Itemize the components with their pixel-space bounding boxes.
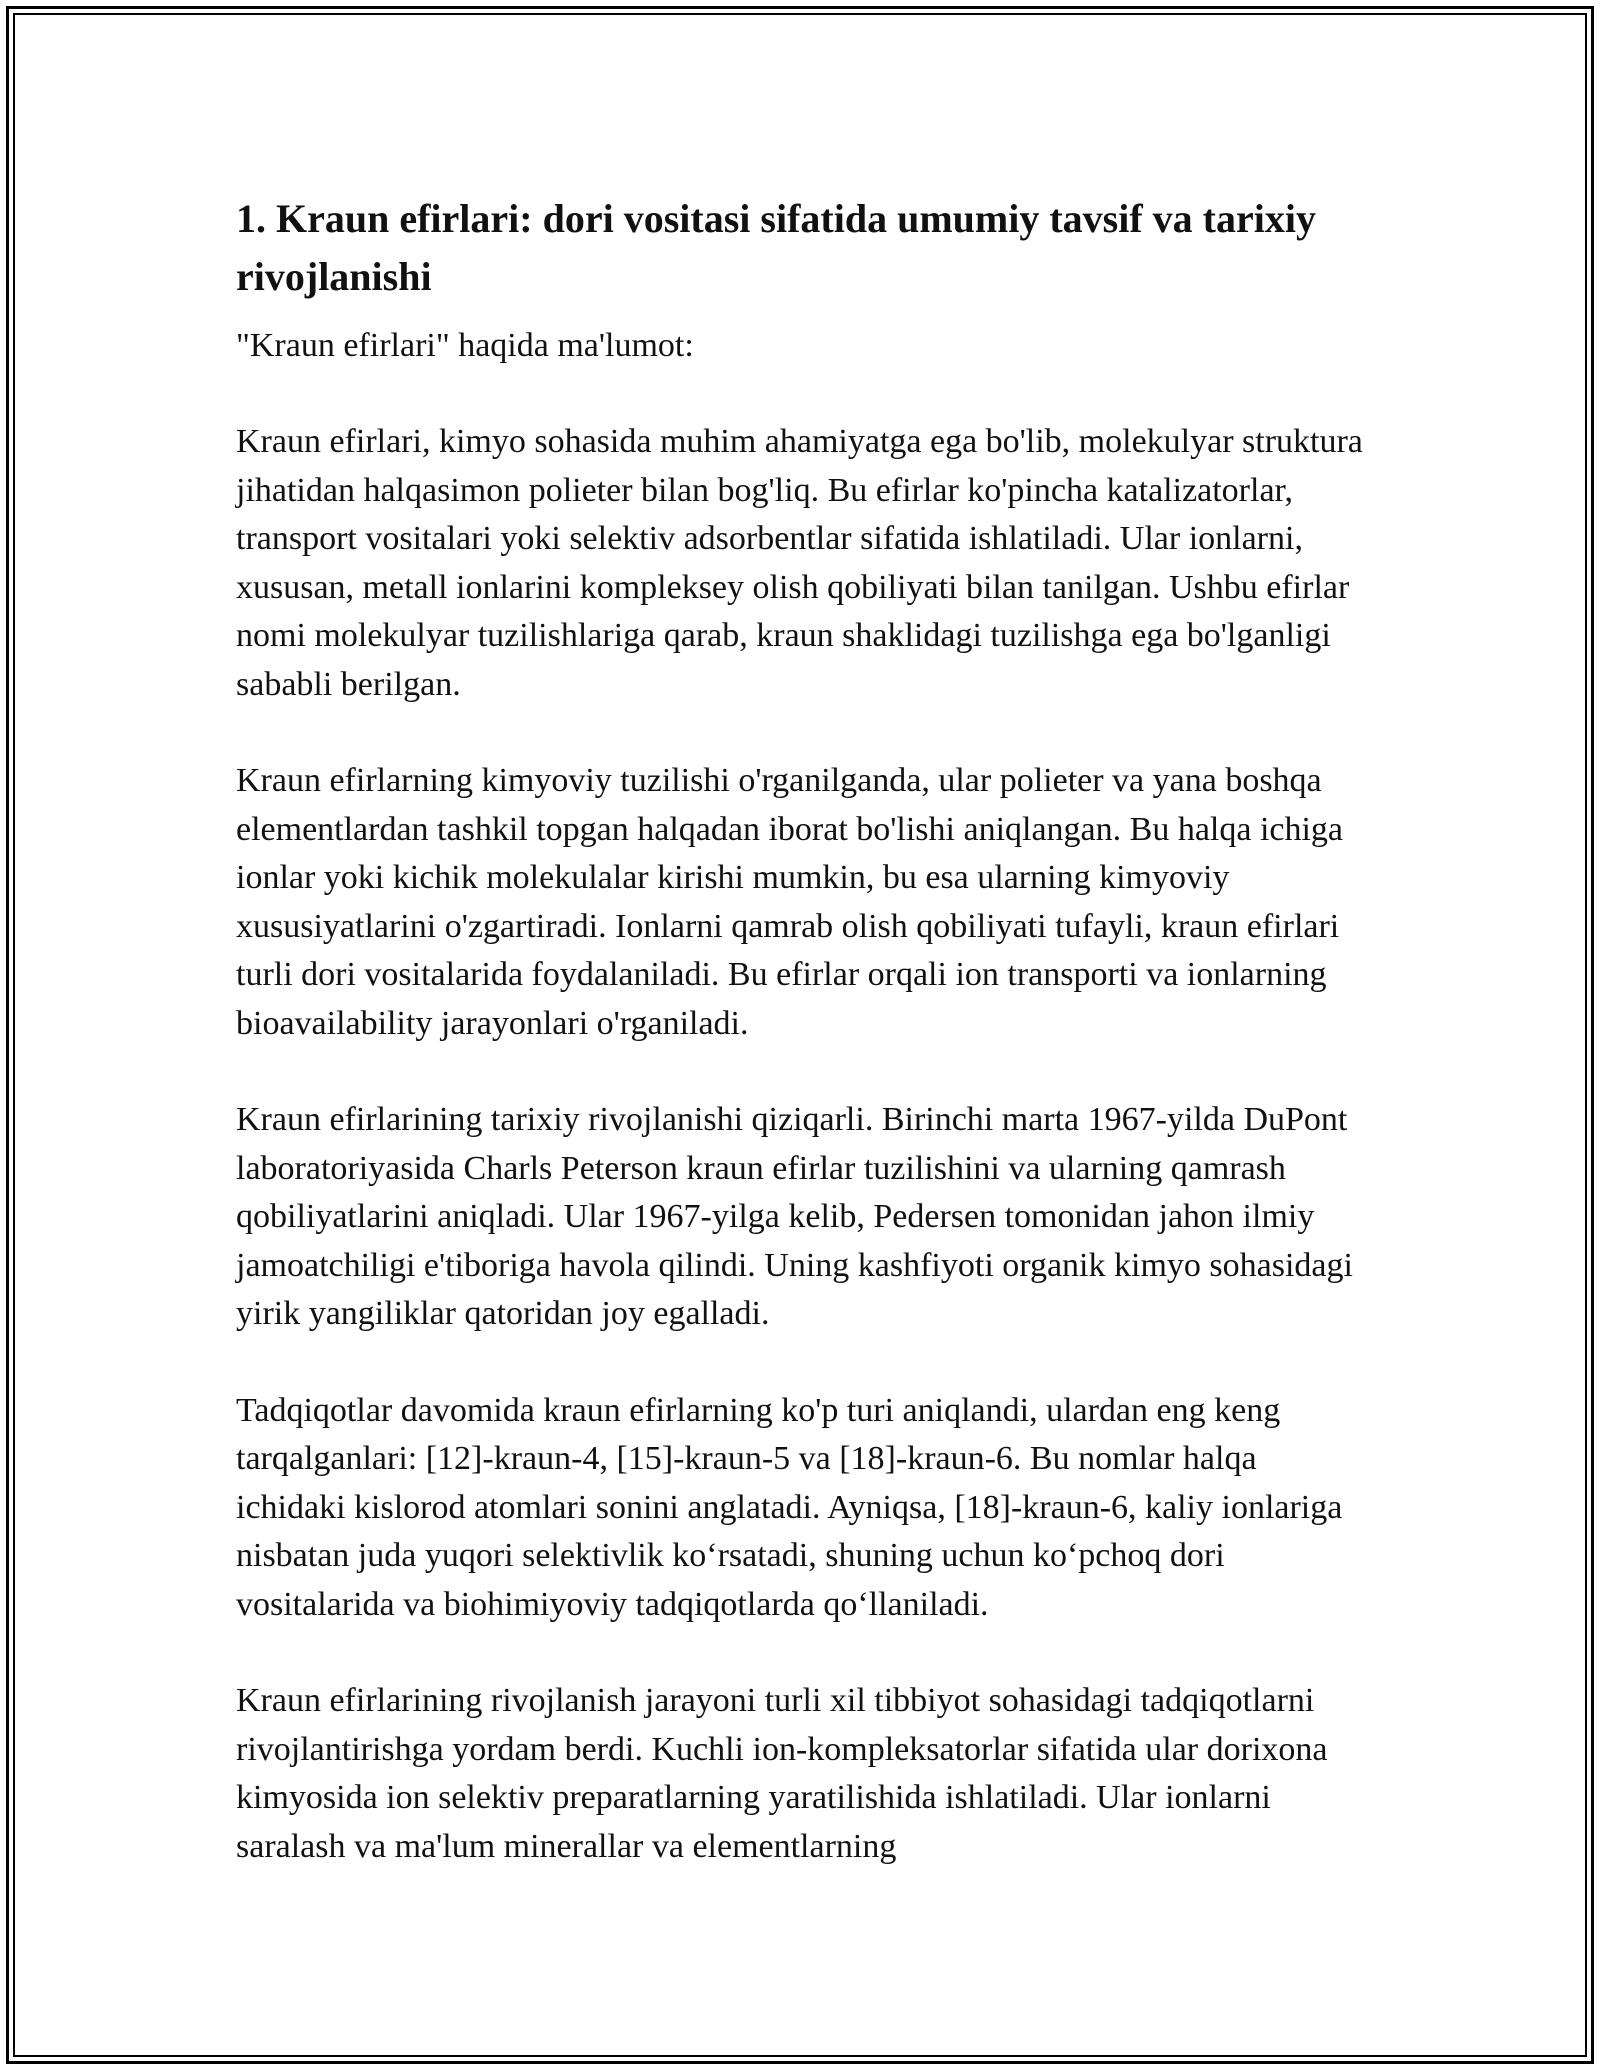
paragraph-5: Kraun efirlarining rivojlanish jarayoni turli xil tibbiyot sohasidagi tadqiqotlarni rivojlantirishga yordam berdi. Kuchli ion-kompleksatorlar sifatida ular dorixona kimyosida ion selektiv preparatlarning yaratilishida ishlatiladi. Ular ionlarni saralash va ma'lum minerallar va elementlarning bbox=[236, 1682, 1328, 1865]
paragraph-1: Kraun efirlari, kimyo sohasida muhim ahamiyatga ega bo'lib, molekulyar struktura jihatidan halqasimon polieter bilan bog'liq. Bu efirlar ko'pincha katalizatorlar, transport vositalari yoki selektiv adsorbentlar sifatida ishlatiladi. Ular ionlarni, xususan, metall ionlarini kompleksey olish qobiliyati bilan tanilgan. Ushbu efirlar nomi molekulyar tuzilishlariga qarab, kraun shaklidagi tuzilishga ega bo'lganligi sababli berilgan. bbox=[236, 423, 1363, 703]
paragraph-2: Kraun efirlarning kimyoviy tuzilishi o'rganilganda, ular polieter va yana boshqa elementlardan tashkil topgan halqadan iborat bo'lishi aniqlangan. Bu halqa ichiga ionlar yoki kichik molekulalar kirishi mumkin, bu esa ularning kimyoviy xususiyatlarini o'zgartiradi. Ionlarni qamrab olish qobiliyati tufayli, kraun efirlari turli dori vositalarida foydalaniladi. Bu efirlar orqali ion transporti va ionlarning bioavailability jarayonlari o'rganiladi. bbox=[236, 762, 1344, 1042]
document-body bbox=[236, 190, 1368, 1919]
intro-line: "Kraun efirlari" haqida ma'lumot: bbox=[236, 327, 694, 364]
paragraph-3: Kraun efirlarining tarixiy rivojlanishi qiziqarli. Birinchi marta 1967-yilda DuPont laboratoriyasida Charls Peterson kraun efirlar tuzilishini va ularning qamrash qobiliyatlarini aniqladi. Ular 1967-yilga kelib, Pedersen tomonidan jahon ilmiy jamoatchiligi e'tiboriga havola qilindi. Uning kashfiyoti organik kimyo sohasidagi yirik yangiliklar qatoridan joy egalladi. bbox=[236, 1101, 1353, 1332]
paragraph-4: Tadqiqotlar davomida kraun efirlarning ko'p turi aniqlandi, ulardan eng keng tarqalganlari: [12]-kraun-4, [15]-kraun-5 va [18]-kraun-6. Bu nomlar halqa ichidaki kislorod atomlari sonini anglatadi. Ayniqsa, [18]-kraun-6, kaliy ionlariga nisbatan juda yuqori selektivlik ko‘rsatadi, shuning uchun ko‘pchoq dori vositalarida va biohimiyoviy tadqiqotlarda qo‘llaniladi. bbox=[236, 1391, 1343, 1623]
section-heading: 1. Kraun efirlari: dori vositasi sifatida umumiy tavsif va tarixiy rivojlanishi bbox=[236, 196, 1316, 299]
